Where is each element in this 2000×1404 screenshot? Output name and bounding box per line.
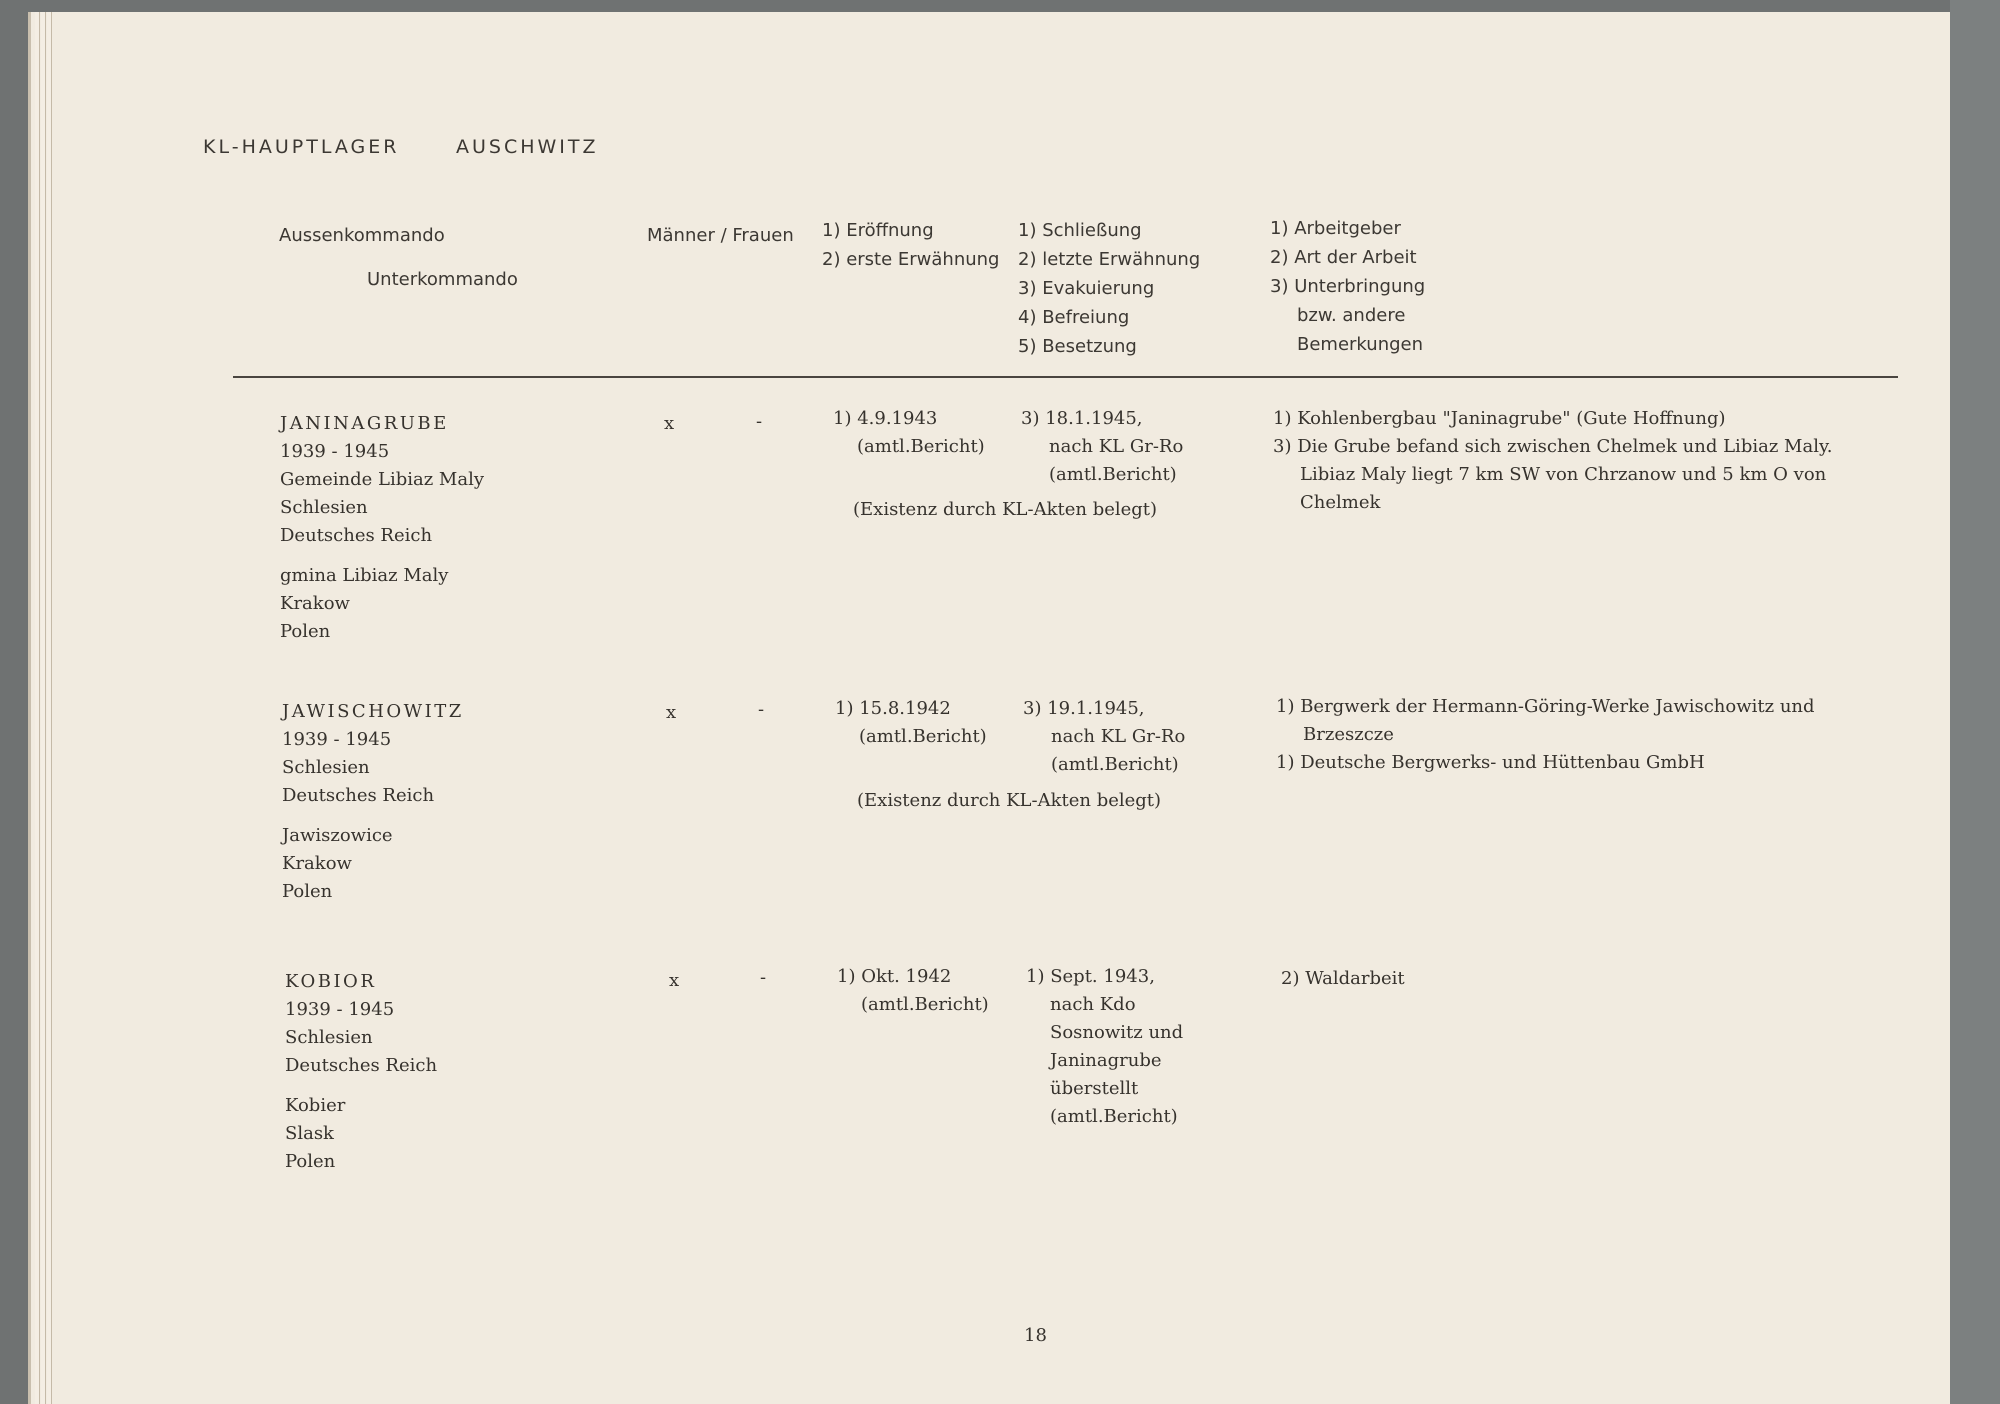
opening-line: 1) 15.8.1942	[835, 698, 951, 719]
header-rule	[233, 376, 1898, 378]
closing-line: Janinagrube	[1050, 1050, 1162, 1071]
location-line: Polen	[285, 1151, 336, 1172]
page-title-left: KL-HAUPTLAGER	[203, 136, 400, 158]
men-mark: x	[664, 413, 675, 434]
location-line: Polen	[280, 621, 331, 642]
location-line: Gemeinde Libiaz Maly	[280, 469, 485, 490]
entry-name: JANINAGRUBE	[280, 413, 449, 434]
page-edge	[35, 12, 40, 1404]
opening-date	[835, 695, 987, 751]
location-line: Schlesien	[282, 757, 370, 778]
opening-date	[837, 963, 989, 1019]
opening-date	[833, 405, 985, 461]
women-mark: -	[758, 699, 765, 720]
header-line: 2) letzte Erwähnung	[1018, 249, 1201, 270]
location-line: 1939 - 1945	[280, 441, 390, 462]
employer-line: 1) Kohlenbergbau "Janinagrube" (Gute Hoffnung)	[1273, 408, 1726, 429]
employer-line: Brzeszcze	[1303, 724, 1394, 745]
women-mark: -	[756, 411, 763, 432]
closing-line: 3) 19.1.1945,	[1023, 698, 1145, 719]
location-line: Schlesien	[285, 1027, 373, 1048]
entry-kobior-location	[285, 968, 437, 1176]
header-line: 5) Besetzung	[1018, 336, 1137, 357]
location-line: Deutsches Reich	[280, 525, 433, 546]
header-line: 1) Eröffnung	[822, 220, 934, 241]
employer-notes	[1281, 965, 1405, 993]
closing-line: 3) 18.1.1945,	[1021, 408, 1143, 429]
location-line: gmina Libiaz Maly	[280, 565, 449, 586]
column-header-opening	[822, 216, 1000, 274]
column-header-unterkommando: Unterkommando	[367, 269, 518, 290]
closing-line: nach KL Gr-Ro	[1051, 726, 1186, 747]
header-line: 2) Art der Arbeit	[1270, 247, 1417, 268]
opening-line: (amtl.Bericht)	[859, 726, 987, 747]
closing-line: überstellt	[1050, 1078, 1139, 1099]
location-line: Schlesien	[280, 497, 368, 518]
closing-date	[1021, 405, 1183, 489]
closing-line: nach KL Gr-Ro	[1049, 436, 1184, 457]
location-line: Krakow	[282, 853, 352, 874]
closing-line: 1) Sept. 1943,	[1026, 966, 1155, 987]
document-page	[28, 12, 1963, 1404]
existence-note: (Existenz durch KL-Akten belegt)	[853, 499, 1158, 520]
employer-line: 1) Deutsche Bergwerks- und Hüttenbau GmbH	[1276, 752, 1705, 773]
men-mark: x	[669, 970, 680, 991]
existence-note: (Existenz durch KL-Akten belegt)	[857, 790, 1162, 811]
header-line: 2) erste Erwähnung	[822, 249, 1000, 270]
entry-janinagrube-location	[280, 410, 484, 646]
entry-name: JAWISCHOWITZ	[282, 701, 464, 722]
page-title-right: AUSCHWITZ	[456, 136, 599, 158]
closing-line: Sosnowitz und	[1050, 1022, 1184, 1043]
entry-name: KOBIOR	[285, 971, 377, 992]
closing-line: (amtl.Bericht)	[1050, 1106, 1178, 1127]
employer-notes	[1273, 405, 1832, 517]
header-line: 1) Schließung	[1018, 220, 1142, 241]
page-number: 18	[1024, 1325, 1047, 1346]
employer-notes	[1276, 693, 1815, 777]
employer-line: Chelmek	[1300, 492, 1381, 513]
header-line: 3) Unterbringung	[1270, 276, 1426, 297]
header-line: bzw. andere	[1297, 305, 1406, 326]
women-mark: -	[760, 967, 767, 988]
employer-line: 3) Die Grube befand sich zwischen Chelmek und Libiaz Maly.	[1273, 436, 1833, 457]
closing-line: nach Kdo	[1050, 994, 1136, 1015]
location-line: Polen	[282, 881, 333, 902]
location-line: Deutsches Reich	[282, 785, 435, 806]
column-header-aussenkommando: Aussenkommando	[279, 225, 445, 246]
entry-jawischowitz-location	[282, 698, 464, 906]
opening-line: 1) 4.9.1943	[833, 408, 938, 429]
opening-line: (amtl.Bericht)	[861, 994, 989, 1015]
closing-date	[1026, 963, 1183, 1131]
opening-line: 1) Okt. 1942	[837, 966, 952, 987]
location-line: Slask	[285, 1123, 334, 1144]
men-mark: x	[666, 702, 677, 723]
column-header-gender: Männer / Frauen	[647, 225, 794, 246]
employer-line: 1) Bergwerk der Hermann-Göring-Werke Jawischowitz und	[1276, 696, 1815, 717]
column-header-closing	[1018, 216, 1200, 361]
header-line: 1) Arbeitgeber	[1270, 218, 1401, 239]
location-line: Kobier	[285, 1095, 346, 1116]
employer-line: Libiaz Maly liegt 7 km SW von Chrzanow und 5 km O von	[1300, 464, 1827, 485]
header-line: 3) Evakuierung	[1018, 278, 1155, 299]
header-line: Bemerkungen	[1297, 334, 1424, 355]
page-edge	[41, 12, 46, 1404]
location-line: 1939 - 1945	[282, 729, 392, 750]
book-spine	[1950, 0, 2000, 1404]
page-edge	[47, 12, 52, 1404]
closing-date	[1023, 695, 1185, 779]
bleed-through	[1461, 114, 1469, 142]
header-line: 4) Befreiung	[1018, 307, 1130, 328]
closing-line: (amtl.Bericht)	[1049, 464, 1177, 485]
column-header-employer	[1270, 214, 1425, 359]
closing-line: (amtl.Bericht)	[1051, 754, 1179, 775]
location-line: Krakow	[280, 593, 350, 614]
location-line: 1939 - 1945	[285, 999, 395, 1020]
employer-line: 2) Waldarbeit	[1281, 968, 1405, 989]
location-line: Deutsches Reich	[285, 1055, 438, 1076]
opening-line: (amtl.Bericht)	[857, 436, 985, 457]
location-line: Jawiszowice	[282, 825, 393, 846]
